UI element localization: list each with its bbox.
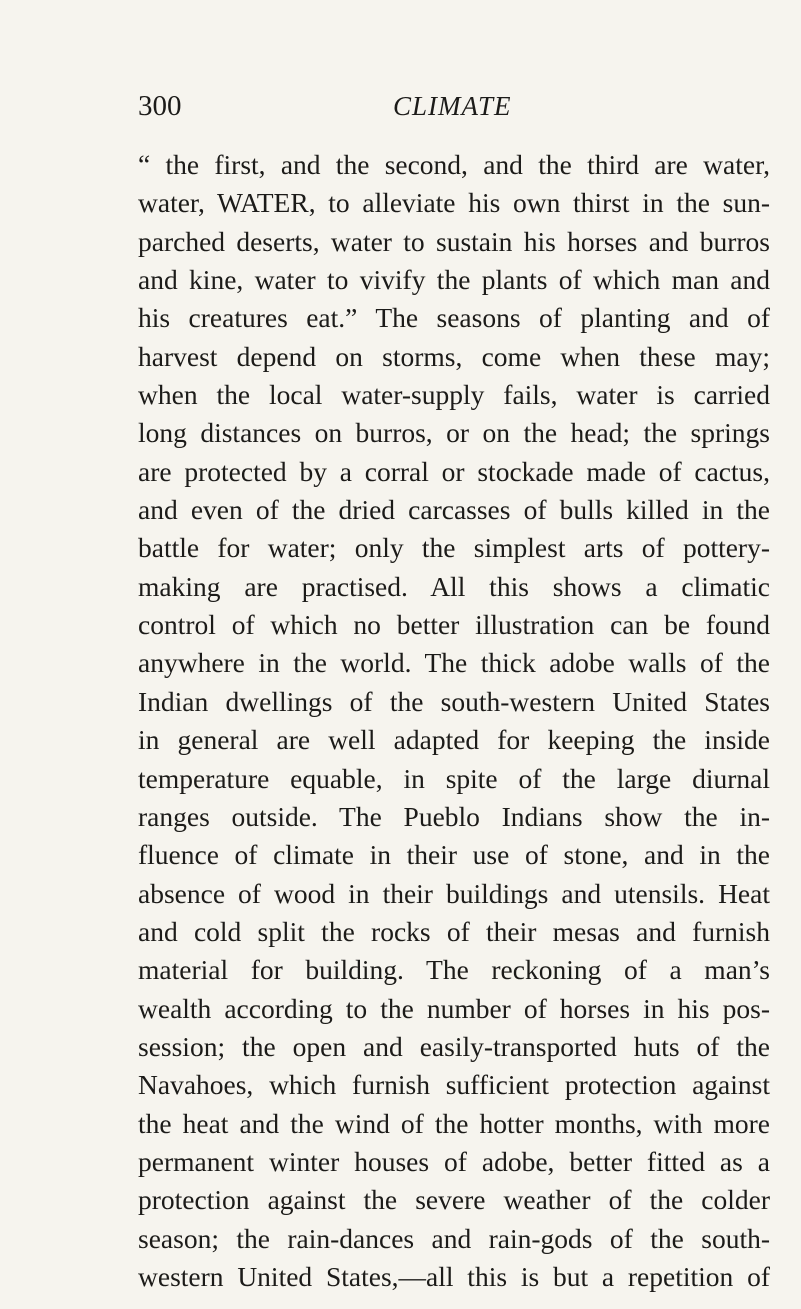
text-line: water, WATER, to alleviate his own thirst in the sun- — [138, 187, 770, 219]
text-line: and kine, water to vivify the plants of which man and — [138, 264, 770, 296]
text-line: session; the open and easily-transported huts of the — [138, 1030, 770, 1062]
text-line: temperature equable, in spite of the large diurnal — [138, 762, 770, 794]
page-header — [0, 90, 801, 130]
text-line: control of which no better illustration can be found — [138, 609, 770, 641]
page-number: 300 — [138, 90, 182, 122]
text-line: and cold split the rocks of their mesas and furnish — [138, 915, 770, 947]
text-line: battle for water; only the simplest arts of pottery- — [138, 532, 770, 564]
text-line: season; the rain-dances and rain-gods of the south- — [138, 1222, 770, 1254]
body-text — [138, 146, 770, 1296]
text-line: fluence of climate in their use of stone, and in the — [138, 839, 770, 871]
text-line: making are practised. All this shows a climatic — [138, 570, 770, 602]
text-line: the heat and the wind of the hotter months, with more — [138, 1107, 770, 1139]
text-line: parched deserts, water to sustain his horses and burros — [138, 225, 770, 257]
text-line: long distances on burros, or on the head; the springs — [138, 417, 770, 449]
text-line: material for building. The reckoning of a man’s — [138, 954, 770, 986]
text-line: western United States,—all this is but a repetition of — [138, 1260, 770, 1292]
text-line: protection against the severe weather of the colder — [138, 1184, 770, 1216]
text-line: his creatures eat.” The seasons of planting and of — [138, 302, 770, 334]
text-line: ranges outside. The Pueblo Indians show the in- — [138, 800, 770, 832]
text-line: and even of the dried carcasses of bulls killed in the — [138, 494, 770, 526]
running-head: CLIMATE — [393, 91, 512, 121]
text-line: wealth according to the number of horses in his pos- — [138, 992, 770, 1024]
text-line: when the local water-supply fails, water is carried — [138, 379, 770, 411]
text-line: are protected by a corral or stockade made of cactus, — [138, 455, 770, 487]
text-line: harvest depend on storms, come when these may; — [138, 340, 770, 372]
text-line: “ the first, and the second, and the third are water, — [138, 149, 770, 180]
text-line: Indian dwellings of the south-western United States — [138, 685, 770, 717]
text-line: permanent winter houses of adobe, better fitted as a — [138, 1145, 770, 1177]
text-line: in general are well adapted for keeping the inside — [138, 724, 770, 756]
text-line: anywhere in the world. The thick adobe walls of the — [138, 647, 770, 679]
text-line: Navahoes, which furnish sufficient protection against — [138, 1069, 770, 1101]
text-line: absence of wood in their buildings and utensils. Heat — [138, 877, 770, 909]
